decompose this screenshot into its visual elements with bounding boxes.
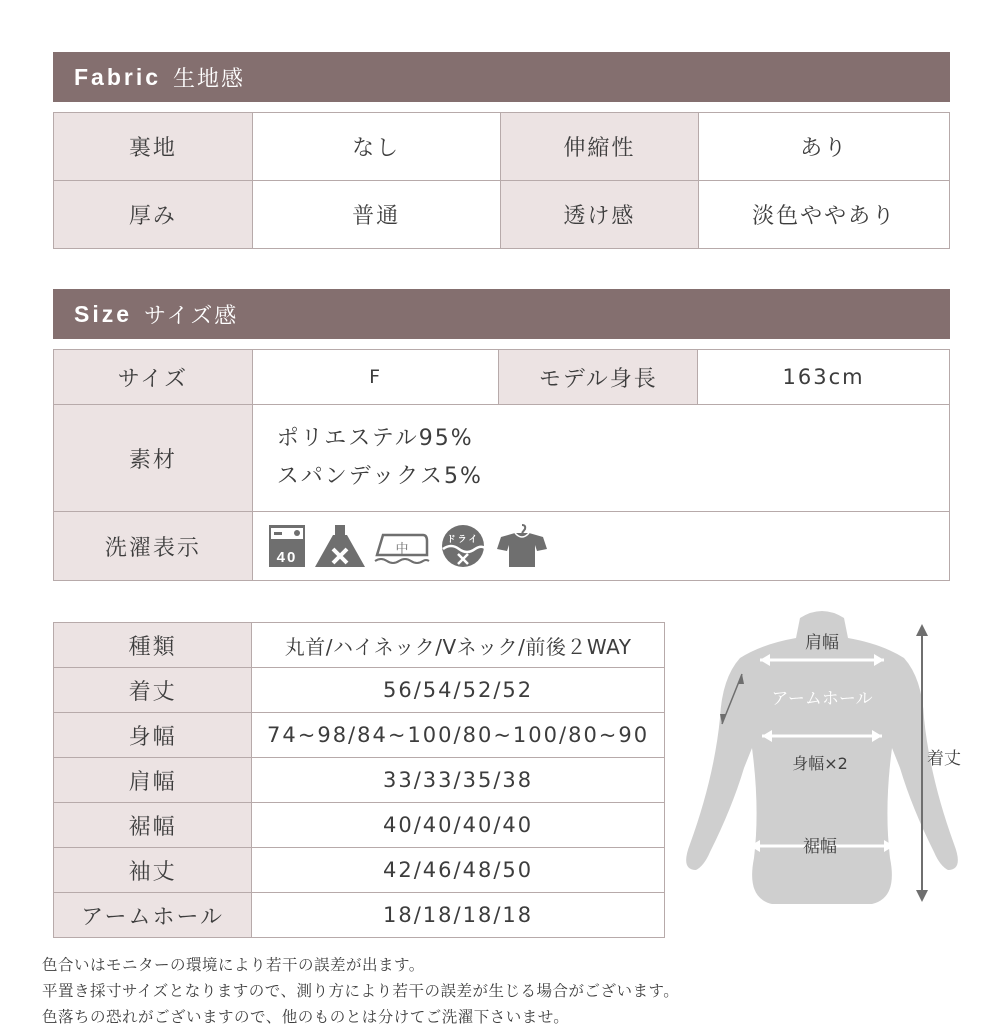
thickness-label: 厚み — [54, 181, 253, 249]
shoulder-label: 肩幅 — [54, 758, 252, 803]
type-value: 丸首/ハイネック/Vネック/前後２WAY — [252, 623, 665, 668]
note-line: 平置き採寸サイズとなりますので、測り方により若干の誤差が生じる場合がございます。 — [42, 982, 680, 1000]
table-row — [54, 713, 665, 758]
sheer-label: 透け感 — [500, 181, 699, 249]
lining-label: 裏地 — [54, 113, 253, 181]
diagram-shoulder-label: 肩幅 — [805, 633, 839, 653]
type-label: 種類 — [54, 623, 252, 668]
no-dryer-icon — [437, 523, 489, 569]
size-value: F — [252, 350, 499, 405]
stretch-value: あり — [699, 113, 950, 181]
wash-temp-text: 40 — [276, 549, 298, 566]
size-table — [53, 349, 950, 581]
table-row — [54, 512, 950, 581]
sleeve-label: 袖丈 — [54, 848, 252, 893]
fabric-table — [53, 112, 950, 249]
wash-40-icon — [267, 523, 307, 569]
chest-value: 74~98/84~100/80~100/80~90 — [252, 713, 665, 758]
measurement-table — [53, 622, 665, 938]
sleeve-value: 42/46/48/50 — [252, 848, 665, 893]
garment-diagram — [672, 608, 972, 908]
table-row — [54, 668, 665, 713]
armhole-label: アームホール — [54, 893, 252, 938]
diagram-armhole-label: アームホール — [771, 689, 873, 709]
size-label: サイズ — [54, 350, 253, 405]
table-row — [54, 113, 950, 181]
length-label: 着丈 — [54, 668, 252, 713]
lining-value: なし — [252, 113, 500, 181]
hem-value: 40/40/40/40 — [252, 803, 665, 848]
material-label: 素材 — [54, 405, 253, 512]
table-row — [54, 848, 665, 893]
note-line: 色合いはモニターの環境により若干の誤差が出ます。 — [42, 956, 425, 974]
care-label: 洗濯表示 — [54, 512, 253, 581]
size-title-jp: サイズ感 — [144, 303, 239, 329]
table-row — [54, 803, 665, 848]
diagram-chest-label: 身幅×2 — [792, 754, 848, 773]
model-height-label: モデル身長 — [499, 350, 698, 405]
care-icons — [252, 512, 949, 581]
table-row — [54, 405, 950, 512]
size-header — [53, 289, 950, 339]
table-row — [54, 350, 950, 405]
stretch-label: 伸縮性 — [500, 113, 699, 181]
length-value: 56/54/52/52 — [252, 668, 665, 713]
chest-label: 身幅 — [54, 713, 252, 758]
table-row — [54, 758, 665, 803]
fabric-header — [53, 52, 950, 102]
table-row — [54, 623, 665, 668]
note-line: 色落ちの恐れがございますので、他のものとは分けてご洗濯下さいませ。 — [42, 1008, 570, 1026]
no-dryer-text: ドライ — [446, 535, 480, 545]
hem-label: 裾幅 — [54, 803, 252, 848]
fabric-title-en: Fabric — [74, 63, 162, 90]
no-bleach-icon — [313, 523, 367, 569]
armhole-value: 18/18/18/18 — [252, 893, 665, 938]
iron-medium-icon — [373, 523, 431, 569]
thickness-value: 普通 — [252, 181, 500, 249]
model-height-value: 163cm — [698, 350, 950, 405]
table-row — [54, 893, 665, 938]
fabric-title-jp: 生地感 — [173, 66, 246, 92]
shoulder-value: 33/33/35/38 — [252, 758, 665, 803]
material-line: ポリエステル95% — [276, 426, 474, 451]
diagram-hem-label: 裾幅 — [803, 837, 837, 857]
notes — [42, 952, 679, 1030]
hang-dry-icon — [495, 523, 549, 569]
sheer-value: 淡色ややあり — [699, 181, 950, 249]
iron-temp-text: 中 — [395, 542, 411, 557]
diagram-length-label: 着丈 — [927, 749, 961, 769]
size-title-en: Size — [74, 300, 133, 327]
material-line: スパンデックス5% — [276, 464, 483, 489]
table-row — [54, 181, 950, 249]
material-value — [252, 405, 949, 512]
